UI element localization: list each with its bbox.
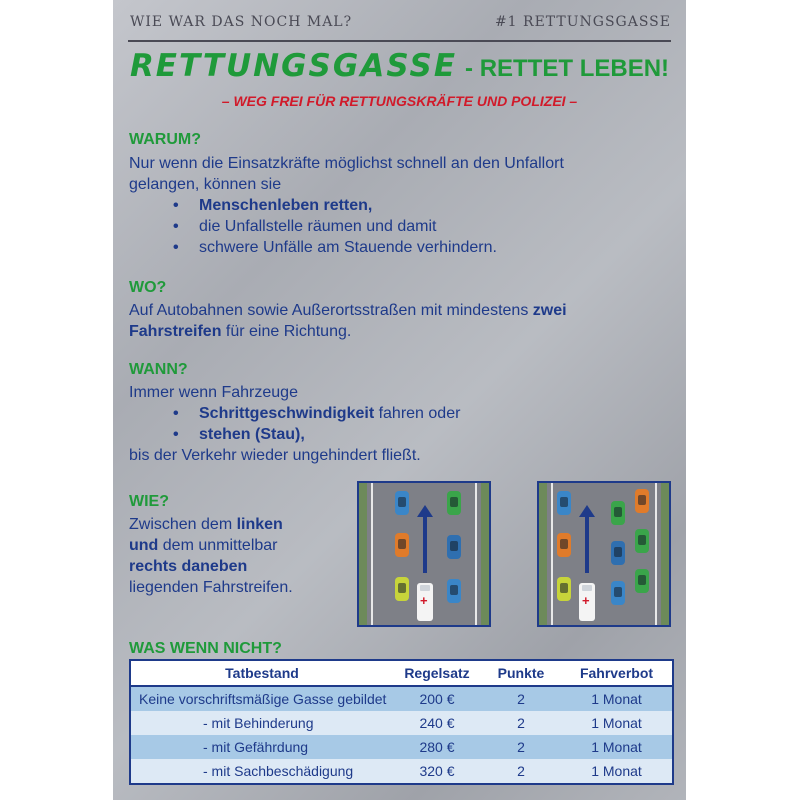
car: [635, 569, 649, 593]
warum-bullets: [173, 195, 497, 258]
table-cell: 240 €: [419, 715, 455, 731]
header-right: #1 RETTUNGSGASSE: [494, 14, 671, 30]
wann-bullet-2: • stehen (Stau),: [173, 424, 460, 445]
arrow-up-icon: [417, 505, 433, 517]
car: [557, 577, 571, 601]
grass-right: [481, 483, 489, 625]
penalty-table: [129, 659, 674, 785]
diagram-two-lanes: [357, 481, 491, 627]
table-cell: - mit Sachbeschädigung: [203, 763, 354, 779]
column-header: Regelsatz: [404, 665, 470, 681]
wie-heading: WIE?: [129, 493, 169, 510]
car: [635, 529, 649, 553]
table-header-row: [131, 661, 672, 685]
column-header: Punkte: [497, 665, 545, 681]
title-main: RETTUNGSGASSE: [129, 48, 458, 84]
car: [395, 577, 409, 601]
ambulance-icon: [417, 583, 433, 621]
edge-line-left: [371, 483, 373, 625]
warum-intro: Nur wenn die Einsatzkräfte möglichst schnell an den Unfallort gelangen, können sie: [129, 155, 564, 193]
poster: [113, 0, 686, 800]
table-row: [131, 759, 672, 783]
car: [447, 579, 461, 603]
table-cell: 2: [517, 763, 525, 779]
wann-intro: Immer wenn Fahrzeuge: [129, 384, 298, 401]
header-divider: [128, 40, 671, 42]
table-cell: 280 €: [419, 739, 455, 755]
edge-line-right: [475, 483, 477, 625]
column-header: Fahrverbot: [579, 665, 654, 681]
wo-text: Auf Autobahnen sowie Außerortsstraßen mit mindestens zwei Fahrstreifen für eine Richtung.: [129, 302, 567, 340]
table-cell: 2: [517, 715, 525, 731]
wann-bullet-1: • Schrittgeschwindigkeit fahren oder: [173, 403, 460, 424]
grass-left: [359, 483, 367, 625]
column-header: Tatbestand: [225, 665, 299, 681]
car: [611, 581, 625, 605]
edge-line-left: [551, 483, 553, 625]
wann-outro: bis der Verkehr wieder ungehindert fließt.: [129, 447, 421, 464]
car: [611, 501, 625, 525]
wann-bullets: [173, 403, 460, 445]
table-cell: 1 Monat: [591, 739, 642, 755]
table-cell: 1 Monat: [591, 715, 642, 731]
ambulance-icon: [579, 583, 595, 621]
wo-heading: WO?: [129, 279, 167, 296]
warum-heading: WARUM?: [129, 131, 201, 148]
table-row: [131, 687, 672, 711]
car: [557, 491, 571, 515]
edge-line-right: [655, 483, 657, 625]
table-cell: 200 €: [419, 691, 455, 707]
table-row: [131, 735, 672, 759]
car: [447, 535, 461, 559]
diagram-three-lanes: [537, 481, 671, 627]
car: [447, 491, 461, 515]
title: [113, 48, 686, 84]
car: [395, 491, 409, 515]
table-heading: WAS WENN NICHT?: [129, 640, 282, 657]
table-row: [131, 711, 672, 735]
title-rest: - RETTET LEBEN!: [465, 55, 670, 82]
warum-bullet-1: • Menschenleben retten,: [173, 195, 497, 216]
table-cell: 320 €: [419, 763, 455, 779]
car: [395, 533, 409, 557]
arrow-up-icon: [579, 505, 595, 517]
table-cell: 1 Monat: [591, 691, 642, 707]
warum-bullet-3: • schwere Unfälle am Stauende verhindern.: [173, 237, 497, 258]
arrow-shaft: [423, 517, 427, 573]
wann-heading: WANN?: [129, 361, 188, 378]
grass-right: [661, 483, 669, 625]
arrow-shaft: [585, 517, 589, 573]
table-cell: 2: [517, 739, 525, 755]
table-cell: 2: [517, 691, 525, 707]
table-cell: - mit Gefährdung: [203, 739, 309, 755]
car: [611, 541, 625, 565]
subtitle: – WEG FREI FÜR RETTUNGSKRÄFTE UND POLIZEI –: [221, 93, 578, 109]
car: [557, 533, 571, 557]
wie-text: Zwischen dem linken und dem unmittelbar rechts daneben liegenden Fahrstreifen.: [129, 516, 293, 596]
grass-left: [539, 483, 547, 625]
table-cell: Keine vorschriftsmäßige Gasse gebildet: [139, 691, 387, 707]
car: [635, 489, 649, 513]
warum-bullet-2: • die Unfallstelle räumen und damit: [173, 216, 497, 237]
table-cell: - mit Behinderung: [203, 715, 314, 731]
table-cell: 1 Monat: [591, 763, 642, 779]
header-left: WIE WAR DAS NOCH MAL?: [130, 14, 353, 30]
